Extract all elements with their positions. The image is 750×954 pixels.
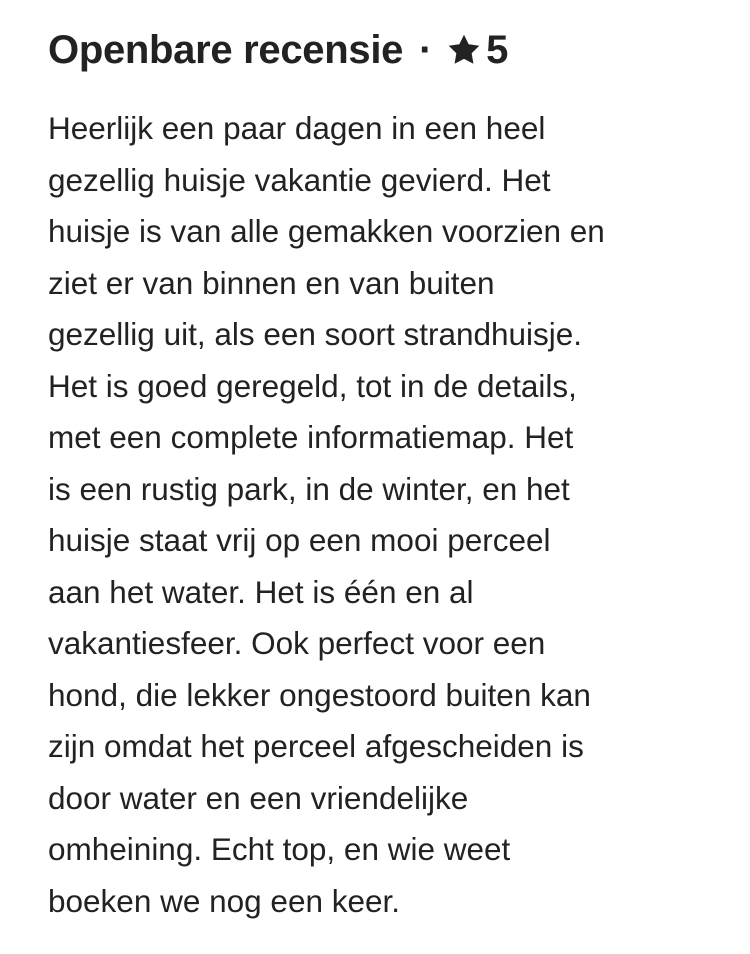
review-text-line: is een rustig park, in de winter, en het — [48, 470, 570, 507]
review-text-line: aan het water. Het is één en al — [48, 573, 474, 610]
review-header — [48, 24, 718, 76]
review-text-line: Het is goed geregeld, tot in de details, — [48, 367, 577, 404]
review-text-line: omheining. Echt top, en wie weet — [48, 831, 511, 867]
review-text-line: Heerlijk een paar dagen in een heel — [48, 110, 546, 146]
review-rating: 5 — [486, 27, 509, 72]
review-text-line: gezellig uit, als een soort strandhuisje. — [48, 316, 583, 352]
review-text-line: ziet er van binnen en van buiten — [48, 264, 495, 301]
review-text — [48, 103, 718, 927]
review-text-line: zijn omdat het perceel afgescheiden is — [48, 728, 584, 764]
review-text-line: gezellig huisje vakantie gevierd. Het — [48, 161, 551, 198]
review-title: Openbare recensie — [48, 27, 404, 72]
public-review — [48, 24, 718, 927]
title-separator: · — [419, 27, 433, 72]
star-icon — [446, 32, 482, 68]
review-text-line: huisje staat vrij op een mooi perceel — [48, 522, 551, 558]
review-text-line: huisje is van alle gemakken voorzien en — [48, 213, 605, 249]
review-text-line: hond, die lekker ongestoord buiten kan — [48, 676, 591, 713]
review-text-line: boeken we nog een keer. — [48, 882, 401, 919]
review-text-line: met een complete informatiemap. Het — [48, 419, 574, 455]
review-text-line: door water en een vriendelijke — [48, 779, 469, 816]
review-text-line: vakantiesfeer. Ook perfect voor een — [48, 625, 546, 661]
